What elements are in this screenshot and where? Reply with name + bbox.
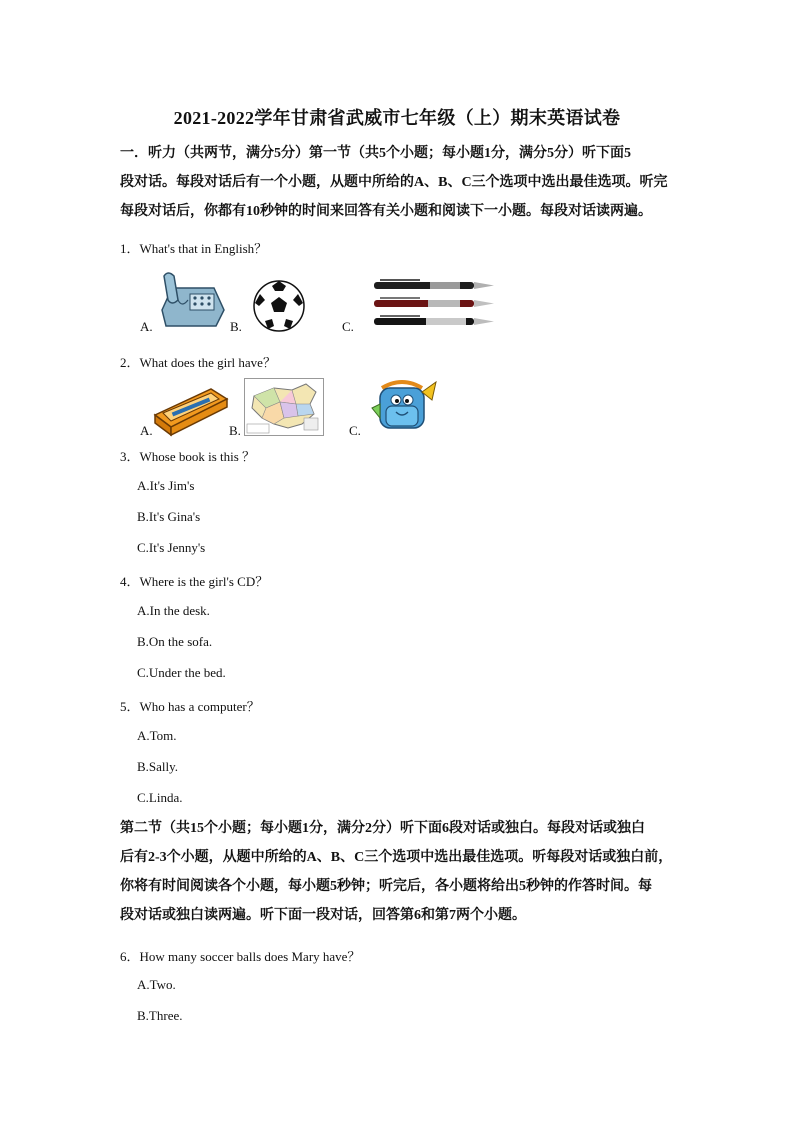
question-3: 3．Whose book is this ？ bbox=[120, 449, 256, 464]
instruction-line: 你将有时间阅读各个小题，每小题5秒钟；听完后，各小题将给出5秒钟的作答时间。每 bbox=[120, 879, 652, 894]
map-icon bbox=[244, 378, 324, 436]
option-b: B.On the sofa. bbox=[137, 634, 213, 649]
question-5: 5．Who has a computer？ bbox=[120, 699, 260, 714]
question-6: 6．How many soccer balls does Mary have？ bbox=[120, 949, 361, 964]
option-a-label: A. bbox=[140, 319, 153, 334]
pencil-box-icon bbox=[151, 383, 229, 439]
section1-instructions bbox=[120, 139, 680, 226]
option-c-label: C. bbox=[342, 319, 354, 334]
instruction-line: 第二节（共15个小题；每小题1分，满分2分）听下面6段对话或独白。每段对话或独白 bbox=[120, 821, 645, 836]
question-1: 1．What's that in English？ bbox=[120, 241, 268, 256]
instruction-line: 一．听力（共两节，满分5分）第一节（共5个小题；每小题1分，满分5分）听下面5 bbox=[120, 146, 631, 161]
option-b: B.It's Gina's bbox=[137, 509, 201, 524]
instruction-line: 每段对话后，你都有10秒钟的时间来回答有关小题和阅读下一小题。每段对话读两遍。 bbox=[120, 204, 652, 219]
option-a-label: A. bbox=[140, 423, 153, 438]
option-b-label: B. bbox=[230, 319, 242, 334]
option-b: B.Sally. bbox=[137, 759, 179, 774]
soccer-ball-icon bbox=[252, 279, 306, 333]
question-4: 4．Where is the girl's CD？ bbox=[120, 574, 269, 589]
option-b-label: B. bbox=[229, 423, 241, 438]
schoolbag-icon bbox=[366, 378, 438, 436]
option-a: A.Tom. bbox=[137, 728, 177, 743]
option-c: C.It's Jenny's bbox=[137, 540, 206, 555]
option-c: C.Under the bed. bbox=[137, 665, 226, 680]
option-b: B.Three. bbox=[137, 1008, 183, 1023]
telephone-icon bbox=[152, 270, 228, 332]
option-c: C.Linda. bbox=[137, 790, 183, 805]
pens-icon bbox=[370, 276, 498, 332]
exam-title: 2021-2022学年甘肃省武威市七年级（上）期末英语试卷 bbox=[173, 108, 621, 128]
instruction-line: 段对话。每段对话后有一个小题，从题中所给的A、B、C三个选项中选出最佳选项。听完 bbox=[120, 175, 668, 190]
option-a: A.It's Jim's bbox=[137, 478, 195, 493]
option-a: A.Two. bbox=[137, 977, 176, 992]
instruction-line: 后有2-3个小题，从题中所给的A、B、C三个选项中选出最佳选项。听每段对话或独白前， bbox=[120, 850, 673, 865]
instruction-line: 段对话或独白读两遍。听下面一段对话，回答第6和第7两个小题。 bbox=[120, 908, 526, 923]
option-c-label: C. bbox=[349, 423, 361, 438]
section2-instructions bbox=[120, 814, 680, 930]
option-a: A.In the desk. bbox=[137, 603, 210, 618]
question-2: 2．What does the girl have？ bbox=[120, 355, 276, 370]
